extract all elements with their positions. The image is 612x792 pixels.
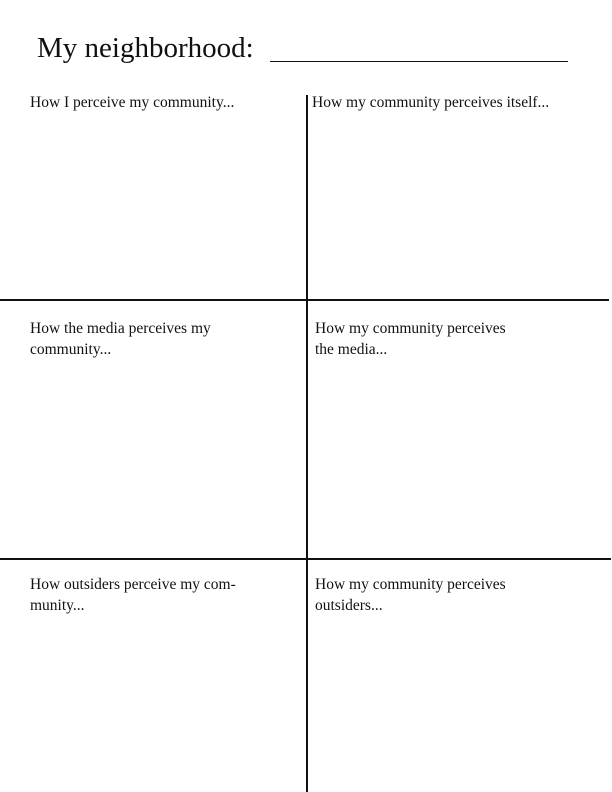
center-divider-top [306, 95, 308, 301]
prompt-view-of-outsiders: How my community perceives outsiders... [315, 576, 506, 614]
center-divider-bottom [306, 559, 308, 792]
prompt-community-self: How my community perceives itself... [312, 94, 550, 111]
worksheet-header [37, 28, 577, 68]
prompt-view-of-media: How my community perceives the media... [315, 320, 506, 358]
prompt-media-view: How the media perceives my community... [30, 320, 211, 358]
prompt-outsider-view: How outsiders perceive my com- munity... [30, 576, 236, 614]
row-divider-1 [0, 299, 609, 301]
center-divider-middle [306, 301, 308, 559]
row-divider-2 [0, 558, 611, 560]
page-title: My neighborhood: [37, 32, 254, 64]
prompt-self-perception: How I perceive my community... [30, 94, 235, 111]
neighborhood-blank-line[interactable] [270, 61, 568, 62]
